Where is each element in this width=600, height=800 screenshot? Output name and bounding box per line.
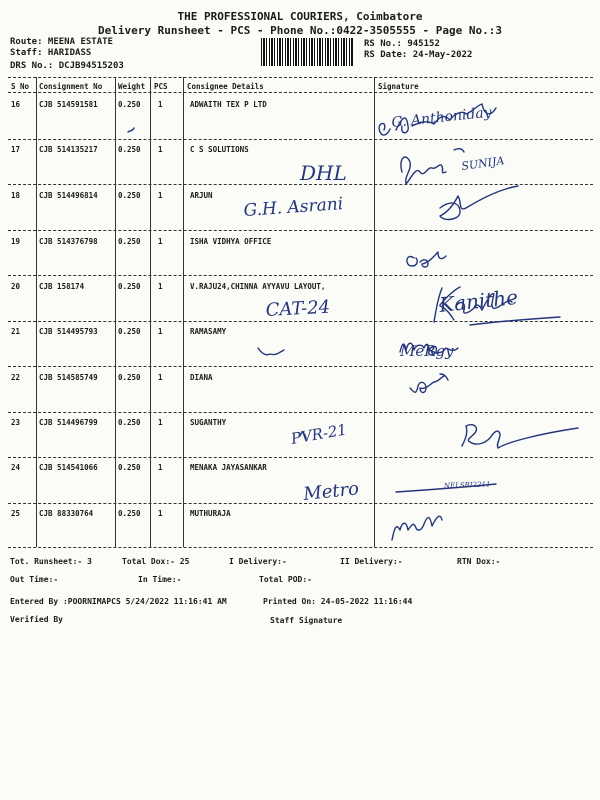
out-time: Out Time:- — [10, 575, 59, 584]
signature-row-19 — [407, 252, 446, 267]
row-pcs: 1 — [158, 373, 163, 382]
company-title: THE PROFESSIONAL COURIERS, Coimbatore — [177, 10, 423, 23]
row-consignment: CJB 158174 — [39, 282, 85, 291]
row-rule — [8, 275, 593, 276]
row-consignment: CJB 514591581 — [39, 100, 98, 109]
row-rule — [8, 457, 593, 458]
runsheet-subtitle: Delivery Runsheet - PCS - Phone No.:0422-3505555 - Page No.:3 — [98, 24, 502, 37]
row-rule — [8, 503, 593, 504]
row-pcs: 1 — [158, 327, 163, 336]
row-consignment: CJB 514496799 — [39, 418, 98, 427]
note-text-row-18: G.H. Asrani — [242, 194, 344, 221]
col-header-signature: Signature — [378, 82, 419, 91]
row-pcs: 1 — [158, 191, 163, 200]
row-weight: 0.250 — [118, 509, 141, 518]
row-sno: 17 — [11, 145, 21, 154]
row-weight: 0.250 — [118, 418, 141, 427]
row-consignment: CJB 514585749 — [39, 373, 98, 382]
row-consignee: V.RAJU24,CHINNA AYYAVU LAYOUT, — [190, 282, 326, 291]
col-header-pcs: PCS — [154, 82, 168, 91]
row-sno: 24 — [11, 463, 21, 472]
second-delivery: II Delivery:- — [340, 557, 403, 566]
table-top-rule — [8, 77, 593, 78]
scribble-row-21 — [258, 348, 284, 355]
row-rule — [8, 321, 593, 322]
table-bottom-rule — [8, 547, 593, 548]
row-weight: 0.250 — [118, 463, 141, 472]
row-sno: 22 — [11, 373, 21, 382]
row-sno: 19 — [11, 237, 21, 246]
row-consignee: C S SOLUTIONS — [190, 145, 249, 154]
return-dox: RTN Dox:- — [457, 557, 501, 566]
row-sno: 23 — [11, 418, 21, 427]
col-divider — [115, 77, 116, 547]
row-rule — [8, 230, 593, 231]
first-delivery: I Delivery:- — [229, 557, 287, 566]
scribble-row-23 — [300, 432, 306, 438]
signature-text-row-17: SUNIJA — [460, 154, 506, 173]
row-consignee: ADWAITH TEX P LTD — [190, 100, 267, 109]
staff-signature: Staff Signature — [270, 616, 343, 625]
note-text-row-20: CAT-24 — [265, 296, 331, 321]
row-pcs: 1 — [158, 237, 163, 246]
row-consignment: CJB 514541066 — [39, 463, 98, 472]
row-weight: 0.250 — [118, 100, 141, 109]
rs-number: RS No.: 945152 — [364, 39, 440, 49]
row-weight: 0.250 — [118, 327, 141, 336]
signature-text-row-24: NELSRI2211 — [443, 480, 491, 490]
row-consignee: DIANA — [190, 373, 213, 382]
row-rule — [8, 366, 593, 367]
row-sno: 25 — [11, 509, 21, 518]
row-consignment: CJB 514135217 — [39, 145, 98, 154]
signature-row-18 — [440, 186, 518, 219]
in-time: In Time:- — [138, 575, 182, 584]
row-pcs: 1 — [158, 100, 163, 109]
row-pcs: 1 — [158, 463, 163, 472]
entered-by: Entered By :POORNIMAPCS 5/24/2022 11:16:41 AM — [10, 597, 227, 606]
total-runsheet: Tot. Runsheet:- 3 — [10, 557, 92, 566]
row-weight: 0.250 — [118, 373, 141, 382]
col-header-weight: Weight — [118, 82, 146, 91]
row-consignment: CJB 514495793 — [39, 327, 98, 336]
signature-text-row-20: Kanithe — [438, 284, 519, 317]
row-consignment: CJB 88330764 — [39, 509, 94, 518]
row-consignee: MENAKA JAYASANKAR — [190, 463, 267, 472]
drs-number: DRS No.: DCJB94515203 — [10, 61, 124, 71]
row-consignee: RAMASAMY — [190, 327, 227, 336]
signature-text-row-16: G. Anthoniday — [390, 104, 493, 131]
col-header-consignee: Consignee Details — [187, 82, 264, 91]
row-rule — [8, 139, 593, 140]
row-consignment: CJB 514376798 — [39, 237, 98, 246]
row-consignment: CJB 514496814 — [39, 191, 98, 200]
note-text-row-17: DHL — [300, 161, 347, 185]
signature-row-16 — [379, 104, 496, 135]
row-consignee: ARJUN — [190, 191, 213, 200]
signature-text-row-21: MeRgy — [400, 342, 454, 360]
col-divider — [374, 77, 375, 547]
row-sno: 18 — [11, 191, 21, 200]
row-weight: 0.250 — [118, 237, 141, 246]
barcode-image — [261, 38, 354, 66]
col-divider — [183, 77, 184, 547]
row-pcs: 1 — [158, 509, 163, 518]
row-rule — [8, 184, 593, 185]
staff-label: Staff: HARIDASS — [10, 48, 92, 58]
signature-row-23 — [462, 425, 578, 448]
col-header-consignment: Consignment No — [39, 82, 103, 91]
total-dox: Total Dox:- 25 — [122, 557, 190, 566]
total-pod: Total POD:- — [259, 575, 312, 584]
row-pcs: 1 — [158, 282, 163, 291]
row-pcs: 1 — [158, 145, 163, 154]
row-sno: 16 — [11, 100, 21, 109]
row-weight: 0.250 — [118, 145, 141, 154]
verified-by: Verified By — [10, 615, 63, 624]
row-consignee: SUGANTHY — [190, 418, 227, 427]
signature-row-24 — [396, 484, 496, 492]
rs-date: RS Date: 24-May-2022 — [364, 50, 473, 60]
table-header-rule — [8, 92, 593, 93]
printed-on: Printed On: 24-05-2022 11:16:44 — [263, 597, 413, 606]
route-label: Route: MEENA ESTATE — [10, 37, 113, 47]
note-text-row-24: Metro — [302, 478, 360, 505]
col-divider — [36, 77, 37, 547]
signature-row-17 — [401, 149, 464, 184]
col-divider — [150, 77, 151, 547]
signature-row-21 — [400, 343, 458, 355]
scribble-row-16 — [128, 128, 134, 132]
signature-row-20 — [434, 284, 560, 325]
note-text-row-23: PVR-21 — [289, 420, 349, 448]
row-pcs: 1 — [158, 418, 163, 427]
col-header-sno: S No — [11, 82, 30, 91]
row-consignee: MUTHURAJA — [190, 509, 231, 518]
row-sno: 21 — [11, 327, 21, 336]
signature-row-22 — [410, 374, 448, 393]
signature-row-25 — [392, 516, 442, 540]
row-consignee: ISHA VIDHYA OFFICE — [190, 237, 272, 246]
row-weight: 0.250 — [118, 191, 141, 200]
row-weight: 0.250 — [118, 282, 141, 291]
row-sno: 20 — [11, 282, 21, 291]
row-rule — [8, 412, 593, 413]
